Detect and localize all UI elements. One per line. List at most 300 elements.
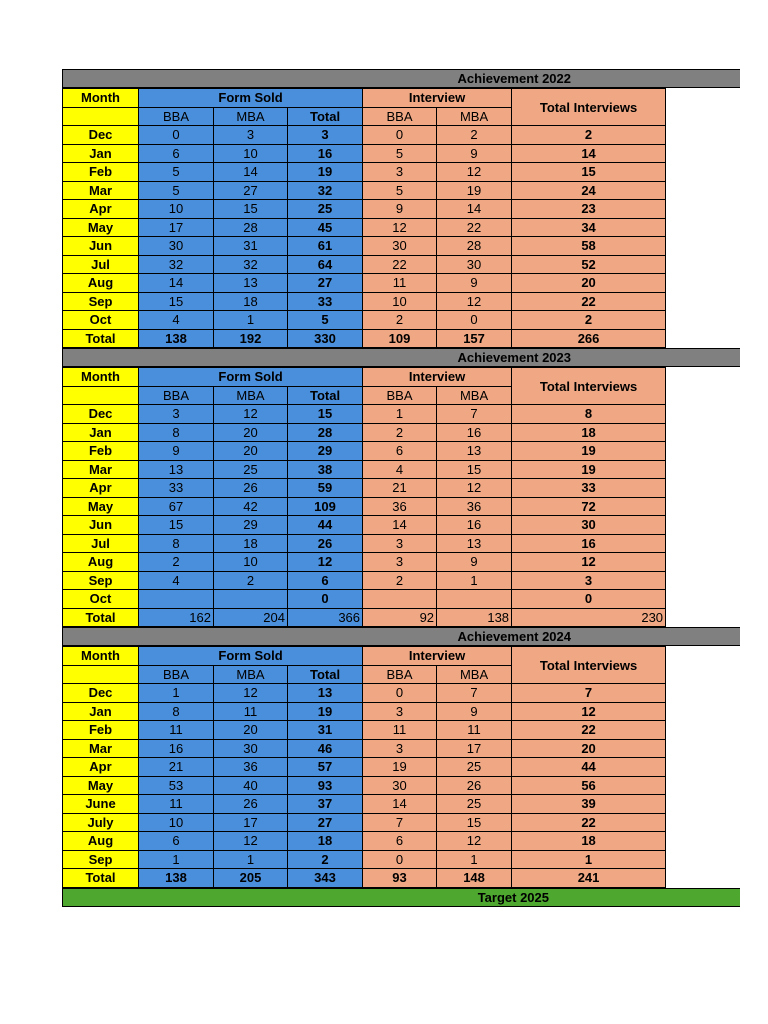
table-row bbox=[63, 832, 666, 851]
month-cell: Jun bbox=[63, 237, 139, 256]
mba-sold-cell: 10 bbox=[214, 553, 288, 572]
month-header: Month bbox=[63, 647, 139, 666]
total-sold-cell: 109 bbox=[288, 497, 363, 516]
table-row bbox=[63, 274, 666, 293]
month-total-cell: Total bbox=[63, 608, 139, 627]
bba-interview-total-cell: 93 bbox=[363, 869, 437, 888]
bba-sold-cell: 8 bbox=[139, 423, 214, 442]
bba-sold-cell: 15 bbox=[139, 516, 214, 535]
bba-sold-cell: 11 bbox=[139, 721, 214, 740]
mba-interview-cell: 7 bbox=[437, 684, 512, 703]
table-row bbox=[63, 534, 666, 553]
month-cell: Dec bbox=[63, 126, 139, 145]
bba-sold-cell: 30 bbox=[139, 237, 214, 256]
total-sold-cell: 12 bbox=[288, 553, 363, 572]
header-row bbox=[63, 647, 666, 666]
month-cell: Dec bbox=[63, 405, 139, 424]
total-sold-cell: 59 bbox=[288, 479, 363, 498]
total-interviews-cell: 23 bbox=[512, 200, 666, 219]
total-interviews-cell: 22 bbox=[512, 292, 666, 311]
month-cell: Sep bbox=[63, 850, 139, 869]
mba-sold-cell: 1 bbox=[214, 311, 288, 330]
achievement-table bbox=[62, 88, 666, 348]
bba-interview-cell: 3 bbox=[363, 553, 437, 572]
mba-interview-cell: 19 bbox=[437, 181, 512, 200]
table-row bbox=[63, 163, 666, 182]
mba-sold-cell: 18 bbox=[214, 292, 288, 311]
bba-sold-cell: 8 bbox=[139, 534, 214, 553]
mba-interview-cell: 12 bbox=[437, 479, 512, 498]
bba-sold-cell: 53 bbox=[139, 776, 214, 795]
table-row bbox=[63, 255, 666, 274]
total-sold-cell: 38 bbox=[288, 460, 363, 479]
bba-interview-cell: 11 bbox=[363, 721, 437, 740]
mba-interview-cell: 7 bbox=[437, 405, 512, 424]
form-sold-header: Form Sold bbox=[139, 368, 363, 387]
month-cell: Jan bbox=[63, 423, 139, 442]
month-cell: Mar bbox=[63, 460, 139, 479]
mba-sold-cell: 18 bbox=[214, 534, 288, 553]
total-header: Total bbox=[288, 107, 363, 126]
mba-interview-cell: 15 bbox=[437, 813, 512, 832]
mba-interview-cell: 12 bbox=[437, 292, 512, 311]
month-cell: Jan bbox=[63, 702, 139, 721]
bba-header: BBA bbox=[139, 665, 214, 684]
total-sold-cell: 31 bbox=[288, 721, 363, 740]
total-sold-cell: 6 bbox=[288, 571, 363, 590]
bba-interview-cell: 14 bbox=[363, 795, 437, 814]
mba-interview-cell: 13 bbox=[437, 442, 512, 461]
mba-sold-cell: 1 bbox=[214, 850, 288, 869]
mba-sold-cell: 12 bbox=[214, 684, 288, 703]
total-sold-cell: 33 bbox=[288, 292, 363, 311]
mba-sold-total-cell: 192 bbox=[214, 329, 288, 348]
total-sold-cell: 13 bbox=[288, 684, 363, 703]
mba-sold-total-cell: 204 bbox=[214, 608, 288, 627]
bba-sold-cell: 2 bbox=[139, 553, 214, 572]
total-sold-cell: 0 bbox=[288, 590, 363, 609]
table-row bbox=[63, 497, 666, 516]
mba-interview-header: MBA bbox=[437, 386, 512, 405]
mba-sold-cell: 11 bbox=[214, 702, 288, 721]
mba-sold-cell: 3 bbox=[214, 126, 288, 145]
mba-interview-cell: 1 bbox=[437, 850, 512, 869]
total-interviews-cell: 12 bbox=[512, 702, 666, 721]
bba-interview-cell: 9 bbox=[363, 200, 437, 219]
bba-interview-cell: 5 bbox=[363, 144, 437, 163]
month-cell: Apr bbox=[63, 758, 139, 777]
month-cell: Mar bbox=[63, 181, 139, 200]
table-row bbox=[63, 721, 666, 740]
total-interviews-header: Total Interviews bbox=[512, 647, 666, 684]
month-header: Month bbox=[63, 368, 139, 387]
mba-interview-cell: 16 bbox=[437, 516, 512, 535]
mba-interview-cell: 36 bbox=[437, 497, 512, 516]
bba-header: BBA bbox=[139, 386, 214, 405]
total-interviews-total-cell: 230 bbox=[512, 608, 666, 627]
total-sold-cell: 27 bbox=[288, 813, 363, 832]
bba-sold-cell: 17 bbox=[139, 218, 214, 237]
mba-interview-cell: 16 bbox=[437, 423, 512, 442]
mba-header: MBA bbox=[214, 665, 288, 684]
total-sold-cell: 3 bbox=[288, 126, 363, 145]
total-interviews-cell: 16 bbox=[512, 534, 666, 553]
bba-interview-cell: 3 bbox=[363, 739, 437, 758]
bba-interview-cell: 0 bbox=[363, 684, 437, 703]
month-cell: Mar bbox=[63, 739, 139, 758]
mba-sold-cell: 26 bbox=[214, 479, 288, 498]
table-row bbox=[63, 479, 666, 498]
total-interviews-cell: 72 bbox=[512, 497, 666, 516]
bba-sold-total-cell: 138 bbox=[139, 329, 214, 348]
bba-sold-cell: 4 bbox=[139, 571, 214, 590]
mba-interview-cell: 25 bbox=[437, 758, 512, 777]
total-interviews-cell: 56 bbox=[512, 776, 666, 795]
bba-interview-cell: 19 bbox=[363, 758, 437, 777]
mba-interview-cell: 30 bbox=[437, 255, 512, 274]
table-row bbox=[63, 516, 666, 535]
mba-header: MBA bbox=[214, 386, 288, 405]
bba-sold-cell: 6 bbox=[139, 144, 214, 163]
mba-sold-cell: 12 bbox=[214, 832, 288, 851]
bba-interview-cell: 2 bbox=[363, 423, 437, 442]
table-row bbox=[63, 218, 666, 237]
bba-interview-cell: 7 bbox=[363, 813, 437, 832]
bba-interview-cell: 36 bbox=[363, 497, 437, 516]
bba-sold-cell: 15 bbox=[139, 292, 214, 311]
total-interviews-cell: 7 bbox=[512, 684, 666, 703]
month-cell: Oct bbox=[63, 590, 139, 609]
bba-sold-cell: 3 bbox=[139, 405, 214, 424]
total-sold-cell: 61 bbox=[288, 237, 363, 256]
total-interviews-cell: 58 bbox=[512, 237, 666, 256]
total-sold-total-cell: 330 bbox=[288, 329, 363, 348]
month-cell: May bbox=[63, 776, 139, 795]
mba-interview-total-cell: 148 bbox=[437, 869, 512, 888]
total-sold-cell: 25 bbox=[288, 200, 363, 219]
header-row bbox=[63, 368, 666, 387]
mba-sold-cell: 25 bbox=[214, 460, 288, 479]
month-cell: Aug bbox=[63, 832, 139, 851]
total-sold-cell: 93 bbox=[288, 776, 363, 795]
target-title: Target 2025 bbox=[477, 889, 549, 905]
total-sold-cell: 29 bbox=[288, 442, 363, 461]
bba-interview-cell: 1 bbox=[363, 405, 437, 424]
month-cell: Jan bbox=[63, 144, 139, 163]
mba-interview-header: MBA bbox=[437, 107, 512, 126]
month-cell: Apr bbox=[63, 200, 139, 219]
mba-interview-cell: 2 bbox=[437, 126, 512, 145]
mba-sold-cell: 10 bbox=[214, 144, 288, 163]
total-sold-cell: 44 bbox=[288, 516, 363, 535]
total-interviews-cell: 2 bbox=[512, 311, 666, 330]
mba-sold-cell: 31 bbox=[214, 237, 288, 256]
month-header: Month bbox=[63, 89, 139, 108]
total-interviews-cell: 18 bbox=[512, 423, 666, 442]
total-sold-cell: 18 bbox=[288, 832, 363, 851]
bba-sold-cell: 5 bbox=[139, 163, 214, 182]
total-interviews-cell: 0 bbox=[512, 590, 666, 609]
interview-header: Interview bbox=[363, 368, 512, 387]
bba-sold-cell: 10 bbox=[139, 200, 214, 219]
section-title: Achievement 2024 bbox=[457, 629, 571, 644]
bba-interview-cell bbox=[363, 590, 437, 609]
mba-sold-cell: 2 bbox=[214, 571, 288, 590]
table-row bbox=[63, 460, 666, 479]
mba-interview-cell bbox=[437, 590, 512, 609]
achievement-table bbox=[62, 367, 666, 627]
month-subheader-blank bbox=[63, 665, 139, 684]
total-interviews-cell: 52 bbox=[512, 255, 666, 274]
spreadsheet bbox=[62, 69, 740, 907]
mba-interview-total-cell: 138 bbox=[437, 608, 512, 627]
table-row bbox=[63, 553, 666, 572]
bba-interview-cell: 5 bbox=[363, 181, 437, 200]
bba-interview-header: BBA bbox=[363, 386, 437, 405]
month-cell: Feb bbox=[63, 163, 139, 182]
total-sold-cell: 45 bbox=[288, 218, 363, 237]
total-sold-cell: 2 bbox=[288, 850, 363, 869]
bba-sold-cell: 4 bbox=[139, 311, 214, 330]
bba-interview-cell: 14 bbox=[363, 516, 437, 535]
bba-sold-cell: 9 bbox=[139, 442, 214, 461]
total-sold-cell: 15 bbox=[288, 405, 363, 424]
table-row bbox=[63, 850, 666, 869]
mba-sold-cell: 12 bbox=[214, 405, 288, 424]
total-row bbox=[63, 869, 666, 888]
bba-sold-cell: 1 bbox=[139, 684, 214, 703]
mba-sold-cell bbox=[214, 590, 288, 609]
total-sold-cell: 19 bbox=[288, 163, 363, 182]
total-interviews-cell: 39 bbox=[512, 795, 666, 814]
bba-interview-cell: 6 bbox=[363, 832, 437, 851]
mba-sold-cell: 13 bbox=[214, 274, 288, 293]
mba-interview-cell: 9 bbox=[437, 553, 512, 572]
total-sold-total-cell: 343 bbox=[288, 869, 363, 888]
table-row bbox=[63, 292, 666, 311]
mba-interview-cell: 12 bbox=[437, 163, 512, 182]
month-cell: May bbox=[63, 497, 139, 516]
bba-interview-total-cell: 109 bbox=[363, 329, 437, 348]
table-row bbox=[63, 181, 666, 200]
form-sold-header: Form Sold bbox=[139, 647, 363, 666]
mba-sold-cell: 20 bbox=[214, 442, 288, 461]
month-cell: Jul bbox=[63, 255, 139, 274]
bba-sold-cell: 5 bbox=[139, 181, 214, 200]
total-interviews-cell: 24 bbox=[512, 181, 666, 200]
total-interviews-cell: 20 bbox=[512, 739, 666, 758]
total-interviews-cell: 3 bbox=[512, 571, 666, 590]
bba-interview-cell: 4 bbox=[363, 460, 437, 479]
total-sold-cell: 28 bbox=[288, 423, 363, 442]
mba-sold-cell: 26 bbox=[214, 795, 288, 814]
mba-interview-total-cell: 157 bbox=[437, 329, 512, 348]
mba-interview-cell: 9 bbox=[437, 702, 512, 721]
table-row bbox=[63, 776, 666, 795]
bba-interview-cell: 21 bbox=[363, 479, 437, 498]
section-title: Achievement 2023 bbox=[457, 350, 571, 365]
bba-interview-cell: 3 bbox=[363, 163, 437, 182]
total-sold-cell: 46 bbox=[288, 739, 363, 758]
bba-interview-cell: 3 bbox=[363, 534, 437, 553]
total-interviews-cell: 1 bbox=[512, 850, 666, 869]
table-row bbox=[63, 405, 666, 424]
bba-sold-cell: 13 bbox=[139, 460, 214, 479]
month-cell: May bbox=[63, 218, 139, 237]
mba-interview-cell: 26 bbox=[437, 776, 512, 795]
total-sold-cell: 32 bbox=[288, 181, 363, 200]
section-title-band bbox=[62, 348, 740, 367]
bba-sold-cell: 11 bbox=[139, 795, 214, 814]
total-interviews-cell: 12 bbox=[512, 553, 666, 572]
mba-interview-header: MBA bbox=[437, 665, 512, 684]
bba-interview-cell: 30 bbox=[363, 776, 437, 795]
header-row bbox=[63, 89, 666, 108]
mba-interview-cell: 0 bbox=[437, 311, 512, 330]
total-interviews-cell: 2 bbox=[512, 126, 666, 145]
total-interviews-header: Total Interviews bbox=[512, 89, 666, 126]
mba-sold-total-cell: 205 bbox=[214, 869, 288, 888]
table-row bbox=[63, 144, 666, 163]
bba-sold-total-cell: 138 bbox=[139, 869, 214, 888]
mba-sold-cell: 40 bbox=[214, 776, 288, 795]
mba-interview-cell: 25 bbox=[437, 795, 512, 814]
table-row bbox=[63, 758, 666, 777]
month-cell: Sep bbox=[63, 292, 139, 311]
total-header: Total bbox=[288, 665, 363, 684]
total-interviews-cell: 20 bbox=[512, 274, 666, 293]
form-sold-header: Form Sold bbox=[139, 89, 363, 108]
bba-interview-cell: 0 bbox=[363, 850, 437, 869]
table-row bbox=[63, 684, 666, 703]
mba-sold-cell: 32 bbox=[214, 255, 288, 274]
month-cell: Aug bbox=[63, 274, 139, 293]
section-title-band bbox=[62, 69, 740, 88]
mba-interview-cell: 22 bbox=[437, 218, 512, 237]
mba-interview-cell: 17 bbox=[437, 739, 512, 758]
mba-sold-cell: 28 bbox=[214, 218, 288, 237]
bba-sold-cell: 6 bbox=[139, 832, 214, 851]
mba-header: MBA bbox=[214, 107, 288, 126]
mba-interview-cell: 9 bbox=[437, 274, 512, 293]
month-total-cell: Total bbox=[63, 329, 139, 348]
mba-sold-cell: 27 bbox=[214, 181, 288, 200]
month-total-cell: Total bbox=[63, 869, 139, 888]
total-sold-cell: 5 bbox=[288, 311, 363, 330]
target-band bbox=[62, 888, 740, 907]
total-sold-cell: 27 bbox=[288, 274, 363, 293]
total-interviews-total-cell: 241 bbox=[512, 869, 666, 888]
bba-sold-cell: 67 bbox=[139, 497, 214, 516]
total-interviews-cell: 15 bbox=[512, 163, 666, 182]
table-row bbox=[63, 739, 666, 758]
total-interviews-cell: 34 bbox=[512, 218, 666, 237]
section-title: Achievement 2022 bbox=[457, 71, 571, 86]
mba-interview-cell: 28 bbox=[437, 237, 512, 256]
mba-sold-cell: 14 bbox=[214, 163, 288, 182]
bba-interview-cell: 3 bbox=[363, 702, 437, 721]
bba-interview-cell: 0 bbox=[363, 126, 437, 145]
bba-sold-cell bbox=[139, 590, 214, 609]
mba-interview-cell: 13 bbox=[437, 534, 512, 553]
bba-interview-total-cell: 92 bbox=[363, 608, 437, 627]
mba-sold-cell: 42 bbox=[214, 497, 288, 516]
total-interviews-cell: 33 bbox=[512, 479, 666, 498]
bba-sold-cell: 10 bbox=[139, 813, 214, 832]
mba-interview-cell: 12 bbox=[437, 832, 512, 851]
month-cell: Dec bbox=[63, 684, 139, 703]
month-cell: Jul bbox=[63, 534, 139, 553]
table-row bbox=[63, 237, 666, 256]
month-cell: July bbox=[63, 813, 139, 832]
total-header: Total bbox=[288, 386, 363, 405]
bba-sold-cell: 14 bbox=[139, 274, 214, 293]
total-interviews-cell: 19 bbox=[512, 442, 666, 461]
bba-sold-cell: 21 bbox=[139, 758, 214, 777]
total-sold-cell: 57 bbox=[288, 758, 363, 777]
mba-interview-cell: 1 bbox=[437, 571, 512, 590]
table-row bbox=[63, 571, 666, 590]
table-row bbox=[63, 311, 666, 330]
bba-sold-cell: 8 bbox=[139, 702, 214, 721]
bba-sold-cell: 1 bbox=[139, 850, 214, 869]
bba-interview-cell: 10 bbox=[363, 292, 437, 311]
total-sold-cell: 37 bbox=[288, 795, 363, 814]
total-interviews-cell: 30 bbox=[512, 516, 666, 535]
mba-sold-cell: 15 bbox=[214, 200, 288, 219]
table-row bbox=[63, 590, 666, 609]
total-interviews-cell: 22 bbox=[512, 721, 666, 740]
bba-interview-cell: 2 bbox=[363, 311, 437, 330]
month-cell: June bbox=[63, 795, 139, 814]
mba-interview-cell: 15 bbox=[437, 460, 512, 479]
total-sold-total-cell: 366 bbox=[288, 608, 363, 627]
table-row bbox=[63, 702, 666, 721]
total-interviews-cell: 19 bbox=[512, 460, 666, 479]
month-cell: Sep bbox=[63, 571, 139, 590]
table-row bbox=[63, 126, 666, 145]
bba-sold-cell: 32 bbox=[139, 255, 214, 274]
mba-interview-cell: 11 bbox=[437, 721, 512, 740]
bba-sold-cell: 0 bbox=[139, 126, 214, 145]
table-row bbox=[63, 423, 666, 442]
month-subheader-blank bbox=[63, 107, 139, 126]
month-cell: Oct bbox=[63, 311, 139, 330]
bba-interview-header: BBA bbox=[363, 665, 437, 684]
total-interviews-header: Total Interviews bbox=[512, 368, 666, 405]
bba-interview-cell: 30 bbox=[363, 237, 437, 256]
total-row bbox=[63, 608, 666, 627]
total-interviews-cell: 8 bbox=[512, 405, 666, 424]
table-row bbox=[63, 442, 666, 461]
bba-interview-cell: 6 bbox=[363, 442, 437, 461]
total-interviews-cell: 44 bbox=[512, 758, 666, 777]
table-row bbox=[63, 813, 666, 832]
table-row bbox=[63, 795, 666, 814]
mba-interview-cell: 9 bbox=[437, 144, 512, 163]
bba-interview-cell: 11 bbox=[363, 274, 437, 293]
bba-interview-header: BBA bbox=[363, 107, 437, 126]
month-cell: Feb bbox=[63, 721, 139, 740]
month-cell: Feb bbox=[63, 442, 139, 461]
total-interviews-total-cell: 266 bbox=[512, 329, 666, 348]
mba-sold-cell: 29 bbox=[214, 516, 288, 535]
bba-interview-cell: 12 bbox=[363, 218, 437, 237]
total-interviews-cell: 14 bbox=[512, 144, 666, 163]
total-row bbox=[63, 329, 666, 348]
month-cell: Apr bbox=[63, 479, 139, 498]
total-interviews-cell: 22 bbox=[512, 813, 666, 832]
